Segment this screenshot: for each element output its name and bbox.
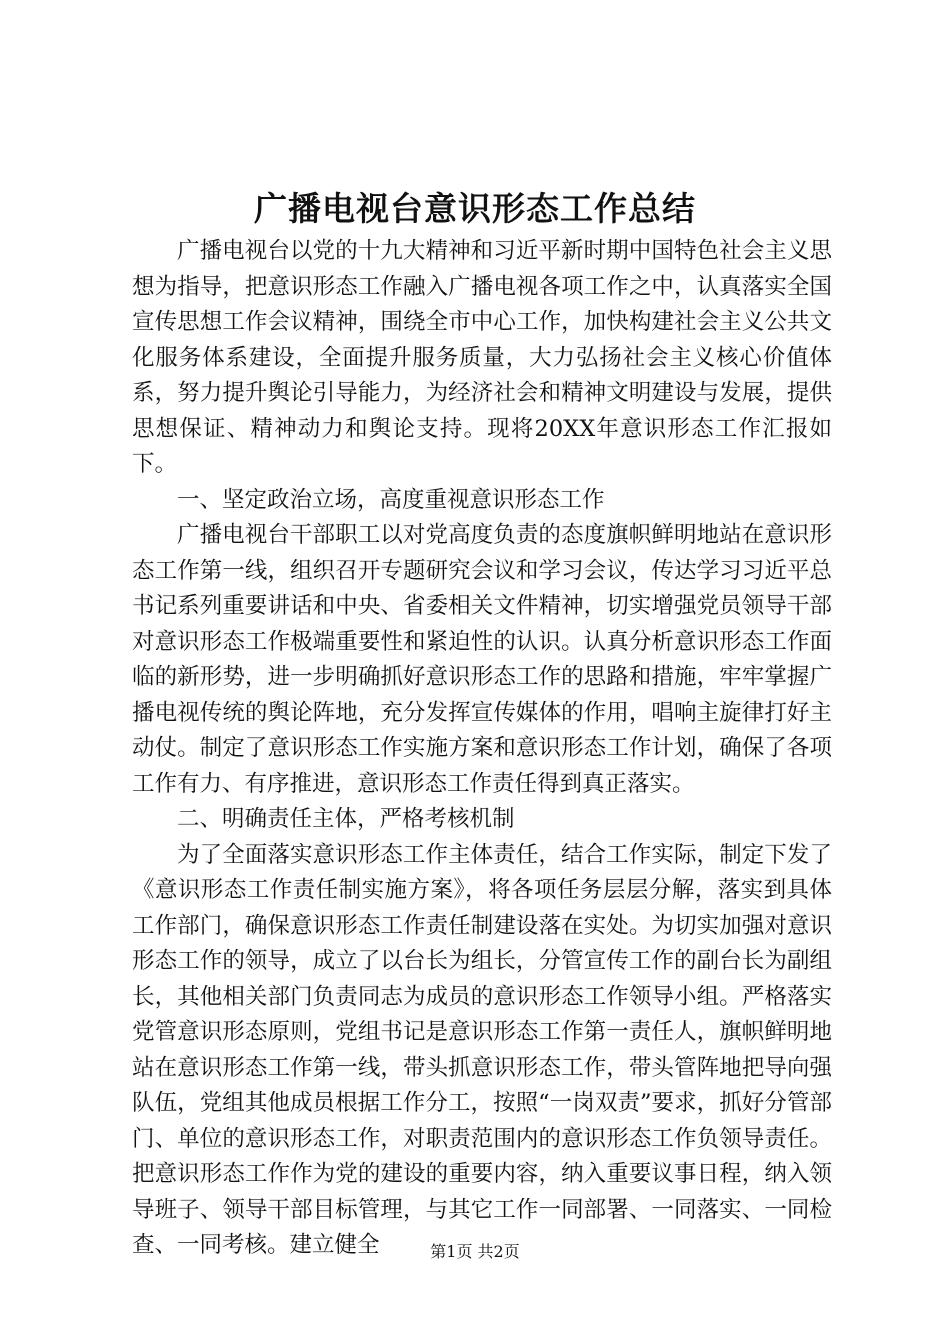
section-heading-2: 二、明确责任主体，严格考核机制 <box>177 806 515 832</box>
section-heading-1: 一、坚定政治立场，高度重视意识形态工作 <box>177 486 605 513</box>
document-body <box>132 234 832 1264</box>
paragraph-section-1: 广播电视台干部职工以对党高度负责的态度旗帜鲜明地站在意识形态工作第一线，组织召开专题研究会议和学习会议，传达学习习近平总书记系列重要讲话和中央、省委相关文件精神，切实增强党员领导干部对意识形态工作极端重要性和紧迫性的认识。认真分析意识形态工作面临的新形势，进一步明确抓好意识形态工作的思路和措施，牢牢掌握广播电视传统的舆论阵地，充分发挥宣传媒体的作用，唱响主旋律打好主动仗。制定了意识形态工作实施方案和意识形态工作计划，确保了各项工作有力、有序推进，意识形态工作责任得到真正落实。 <box>132 522 832 797</box>
paragraph-section-2: 为了全面落实意识形态工作主体责任，结合工作实际，制定下发了《意识形态工作责任制实施方案》，将各项任务层层分解，落实到具体工作部门，确保意识形态工作责任制建设落在实处。为切实加强对意识形态工作的领导，成立了以台长为组长，分管宣传工作的副台长为副组长，其他相关部门负责同志为成员的意识形态工作领导小组。严格落实党管意识形态原则，党组书记是意识形态工作第一责任人，旗帜鲜明地站在意识形态工作第一线，带头抓意识形态工作，带头管阵地把导向强队伍，党组其他成员根据工作分工，按照“一岗双责”要求，抓好分管部门、单位的意识形态工作，对职责范围内的意识形态工作负领导责任。把意识形态工作作为党的建设的重要内容，纳入重要议事日程，纳入领导班子、领导干部目标管理，与其它工作一同部署、一同落实、一同检查、一同考核。建立健全 <box>132 841 832 1258</box>
paragraph-intro: 广播电视台以党的十九大精神和习近平新时期中国特色社会主义思想为指导，把意识形态工作融入广播电视各项工作之中，认真落实全国宣传思想工作会议精神，围绕全市中心工作，加快构建社会主义公共文化服务体系建设，全面提升服务质量，大力弘扬社会主义核心价值体系，努力提升舆论引导能力，为经济社会和精神文明建设与发展，提供思想保证、精神动力和舆论支持。现将20XX年意识形态工作汇报如下。 <box>132 238 832 477</box>
page-footer: 第1页 共2页 <box>430 1242 520 1261</box>
document-title: 广播电视台意识形态工作总结 <box>254 189 696 228</box>
